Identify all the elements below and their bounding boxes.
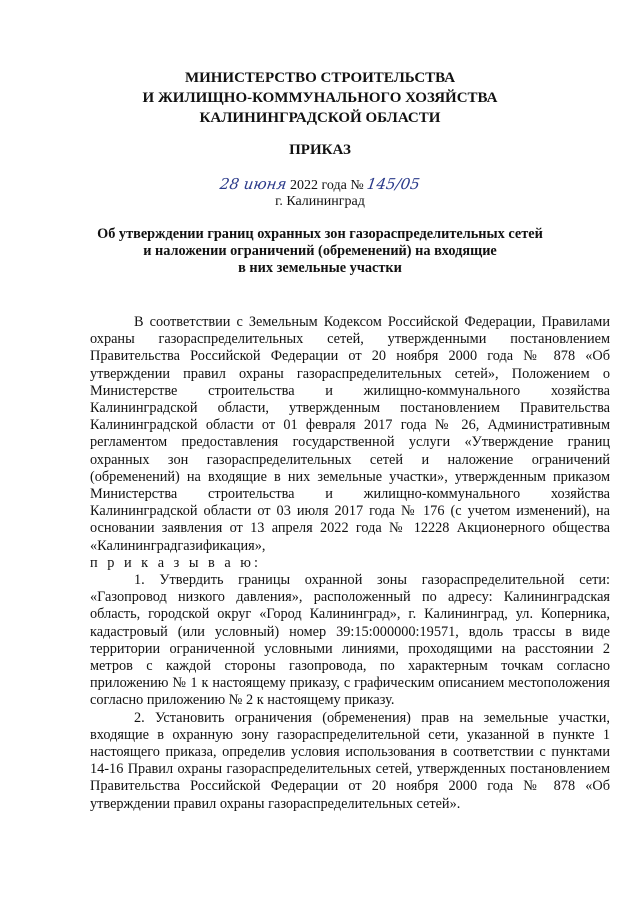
subject-line-1: Об утверждении границ охранных зон газораспределительных сетей	[97, 226, 543, 242]
order-year-text: 2022 года №	[290, 178, 364, 193]
order-body	[90, 314, 610, 813]
preamble-paragraph: В соответствии с Земельным Кодексом Российской Федерации, Правилами охраны газораспределительных сетей, утвержденными постановлением Правительства Российской Федерации от 20 ноября 2000 года № 878 «Об утверждении правил охраны газораспределительных сетей», Положением о Министерстве строительства и жилищно-коммунального хозяйства Калининградской области, утвержденным постановлением Правительства Калининградской области от 01 февраля 2017 года № 26, Административным регламентом предоставления государственной услуги «Утверждение границ охранных зон газораспределительных сетей и наложение ограничений (обременений) на входящие в них земельные участки», утвержденным приказом Министерства строительства и жилищно-коммунального хозяйства Калининградской области от 03 июля 2017 года № 176 (с учетом изменений), на основании заявления от 13 апреля 2022 года № 12228 Акционерного общества «Калининградгазификация»,	[90, 314, 610, 554]
ministry-line-3: КАЛИНИНГРАДСКОЙ ОБЛАСТИ	[199, 110, 441, 126]
ministry-heading	[0, 68, 640, 128]
handwritten-order-number: 145/05	[365, 175, 422, 193]
ministry-line-2: И ЖИЛИЩНО-КОММУНАЛЬНОГО ХОЗЯЙСТВА	[142, 90, 498, 106]
document-type-title: ПРИКАЗ	[289, 142, 351, 158]
item-1-paragraph: 1. Утвердить границы охранной зоны газораспределительной сети: «Газопровод низкого давления», расположенный по адресу: Калининградская область, городской округ «Город Калининград», г. Калининград, ул. Коперника, кадастровый (или условный) номер 39:15:000000:19571, вдоль трассы в виде территории ограниченной условными линиями, проходящими на расстоянии 2 метров с каждой стороны газопровода, по характерным точкам согласно приложению № 1 к настоящему приказу, с графическим описанием местоположения согласно приложению № 2 к настоящему приказу.	[90, 572, 610, 709]
order-subject	[0, 226, 640, 277]
item-2-paragraph: 2. Установить ограничения (обременения) прав на земельные участки, входящие в охранную зону газораспределительной сети, указанной в пункте 1 настоящего приказа, определив условия использования в соответствии с пунктами 14-16 Правил охраны газораспределительных сетей, утвержденных постановлением Правительства Российской Федерации от 20 ноября 2000 года № 878 «Об утверждении правил охраны газораспределительных сетей».	[90, 709, 610, 812]
order-city: г. Калининград	[275, 194, 365, 209]
subject-line-3: в них земельные участки	[238, 260, 402, 276]
ministry-line-1: МИНИСТЕРСТВО СТРОИТЕЛЬСТВА	[184, 70, 456, 86]
order-word: п р и к а з ы в а ю:	[90, 554, 261, 571]
order-date-number	[0, 176, 640, 194]
handwritten-date: 28 июня	[218, 175, 288, 193]
subject-line-2: и наложении ограничений (обременений) на входящие	[143, 243, 497, 259]
